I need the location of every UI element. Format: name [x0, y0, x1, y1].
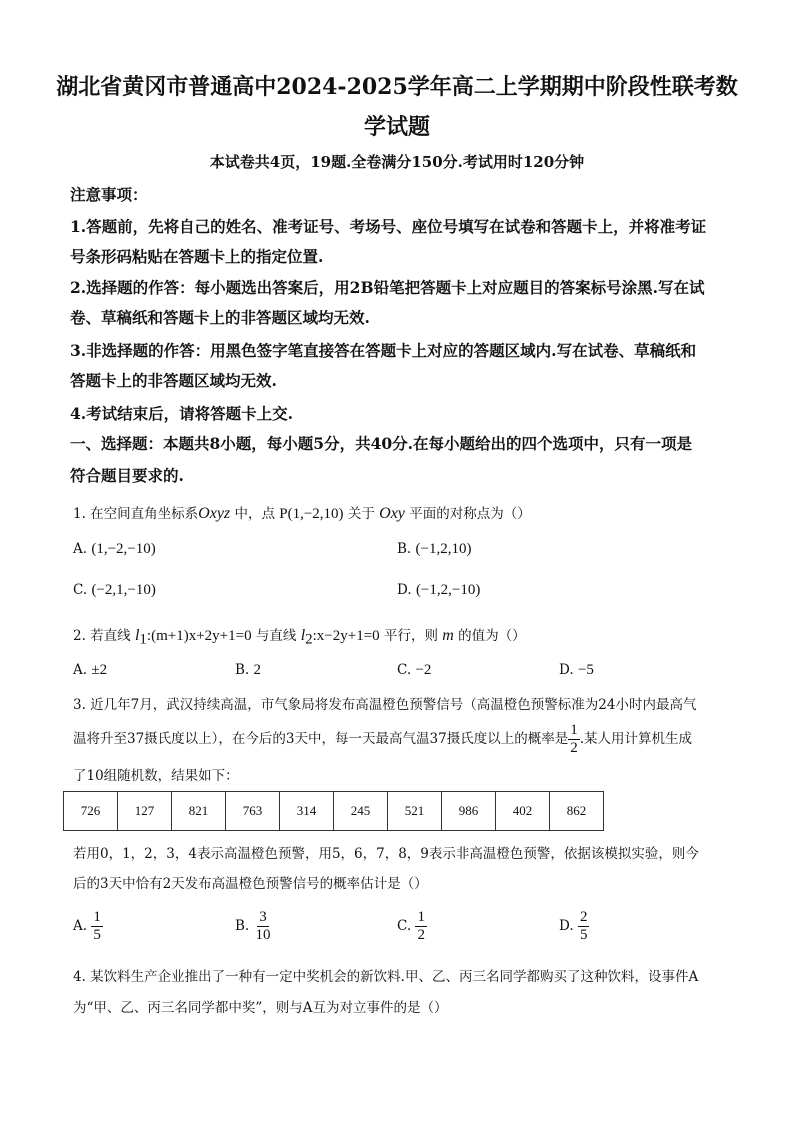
q2-option-b[interactable] [235, 662, 261, 679]
question-3-line4: 若用0，1，2，3，4表示高温橙色预警，用5，6，7，8，9表示非高温橙色预警，依据该模拟实验，则今 [73, 846, 699, 862]
option-fraction [254, 909, 273, 944]
q1-option-b[interactable] [397, 541, 471, 558]
note-line: 2.选择题的作答：每小题选出答案后，用2B铅笔把答题卡上对应题目的答案标号涂黑.写在试 [70, 278, 705, 297]
table-cell: 862 [550, 792, 604, 831]
question-3-line1: 3. 近几年7月，武汉持续高温，市气象局将发布高温橙色预警信号（高温橙色预警标准为24小时内最高气 [73, 697, 697, 713]
q1-option-a[interactable] [73, 541, 156, 558]
question-4-line1: 4. 某饮料生产企业推出了一种有一定中奖机会的新饮料.甲、乙、丙三名同学都购买了这种饮料，设事件A [73, 969, 699, 985]
option-label: D. [559, 918, 574, 934]
q2-line2-equation: :x−2y+1=0 [312, 628, 380, 644]
q3-text: 温将升至37摄氏度以上），在今后的3天中，每一天最高气温37摄氏度以上的概率是 [73, 731, 569, 747]
q2-option-a[interactable] [73, 662, 107, 679]
notes-heading: 注意事项： [70, 185, 148, 204]
question-4-line2: 为“甲、乙、丙三名同学都中奖”，则与A互为对立事件的是（） [73, 1000, 448, 1016]
random-number-table [63, 791, 604, 831]
option-label: C. [73, 582, 88, 598]
option-label: A. [73, 918, 88, 934]
q1-text: 1. 在空间直角坐标系 [73, 506, 199, 522]
q3-option-a[interactable] [73, 909, 103, 944]
option-label: B. [235, 918, 250, 934]
q1-text: 关于 [343, 506, 380, 522]
q2-text: 的值为（） [453, 628, 526, 644]
question-3-line5: 后的3天中恰有2天发布高温橙色预警信号的概率估计是（） [73, 876, 428, 892]
question-3-line3: 了10组随机数，结果如下： [73, 768, 239, 784]
q2-variable-m: m [442, 627, 454, 644]
option-label: B. [397, 541, 412, 557]
note-line: 卷、草稿纸和答题卡上的非答题区域均无效. [70, 308, 370, 327]
fraction-denominator: 5 [93, 927, 101, 943]
table-cell: 521 [388, 792, 442, 831]
note-line: 号条形码粘贴在答题卡上的指定位置. [70, 247, 324, 266]
q1-text: 平面的对称点为（） [404, 506, 531, 522]
note-line: 1.答题前，先将自己的姓名、准考证号、考场号、座位号填写在试卷和答题卡上，并将准考证 [70, 217, 707, 236]
option-label: C. [397, 918, 412, 934]
option-value: (−1,2,−10) [415, 582, 481, 598]
question-1 [73, 502, 733, 523]
exam-title-line1: 湖北省黄冈市普通高中2024-2025学年高二上学期期中阶段性联考数 [56, 74, 738, 100]
table-cell: 763 [226, 792, 280, 831]
option-label: A. [73, 662, 88, 678]
note-line: 4.考试结束后，请将答题卡上交. [70, 404, 294, 423]
q2-option-c[interactable] [397, 662, 431, 679]
table-row [64, 792, 604, 831]
q1-text: 中，点 [230, 506, 280, 522]
option-value: −5 [577, 662, 594, 678]
table-cell: 821 [172, 792, 226, 831]
option-label: B. [235, 662, 250, 678]
q3-option-b[interactable] [235, 909, 273, 944]
fraction-numerator: 1 [570, 722, 578, 738]
q2-line2-subscript: 2 [305, 631, 313, 648]
q2-option-d[interactable] [559, 662, 594, 679]
q3-text: .某人用计算机生成 [579, 731, 692, 747]
table-cell: 726 [64, 792, 118, 831]
option-value: −2 [415, 662, 432, 678]
q2-text: 平行，则 [379, 628, 443, 644]
q1-point: P(1,−2,10) [279, 506, 344, 522]
table-cell: 127 [118, 792, 172, 831]
table-cell: 314 [280, 792, 334, 831]
q2-line1-equation: :(m+1)x+2y+1=0 [146, 628, 252, 644]
fraction-denominator: 5 [579, 927, 588, 943]
option-fraction [415, 909, 427, 944]
fraction-numerator: 2 [579, 909, 588, 925]
option-label: C. [397, 662, 412, 678]
note-line: 答题卡上的非答题区域均无效. [70, 371, 277, 390]
table-cell: 402 [496, 792, 550, 831]
q2-line2-symbol: l [300, 627, 306, 644]
fraction-numerator: 3 [259, 909, 267, 925]
option-value: (1,−2,−10) [91, 541, 156, 557]
fraction-numerator: 1 [93, 909, 101, 925]
q2-text: 与直线 [251, 628, 301, 644]
q1-option-d[interactable] [397, 582, 480, 599]
question-2 [73, 624, 733, 649]
q2-text: 2. 若直线 [73, 628, 135, 644]
option-fraction [578, 909, 590, 944]
option-label: D. [559, 662, 574, 678]
q2-line1-symbol: l [134, 627, 140, 644]
q1-coord-system: Oxyz [198, 505, 231, 522]
fraction-denominator: 2 [570, 740, 578, 756]
question-3-line2 [73, 722, 733, 757]
q1-plane: Oxy [379, 505, 405, 522]
note-line: 3.非选择题的作答：用黑色签字笔直接答在答题卡上对应的答题区域内.写在试卷、草稿纸和 [70, 341, 697, 360]
option-value: (−1,2,10) [415, 541, 472, 557]
exam-subtitle: 本试卷共4页，19题.全卷满分150分.考试用时120分钟 [209, 153, 585, 171]
option-fraction [91, 909, 103, 944]
q3-option-d[interactable] [559, 909, 589, 944]
option-value: 2 [253, 662, 262, 678]
option-label: D. [397, 582, 412, 598]
section1-heading-cont: 符合题目要求的. [70, 466, 184, 485]
q3-probability-fraction [568, 722, 580, 757]
exam-title-line2: 学试题 [363, 114, 430, 140]
q2-line1-subscript: 1 [139, 631, 147, 648]
table-cell: 245 [334, 792, 388, 831]
q1-option-c[interactable] [73, 582, 156, 599]
fraction-numerator: 1 [417, 909, 425, 925]
fraction-denominator: 10 [255, 927, 271, 943]
option-value: ±2 [91, 662, 108, 678]
fraction-denominator: 2 [417, 927, 425, 943]
section1-heading: 一、选择题：本题共8小题，每小题5分，共40分.在每小题给出的四个选项中，只有一项是 [70, 434, 693, 453]
q3-option-c[interactable] [397, 909, 427, 944]
table-cell: 986 [442, 792, 496, 831]
option-label: A. [73, 541, 88, 557]
option-value: (−2,1,−10) [91, 582, 156, 598]
